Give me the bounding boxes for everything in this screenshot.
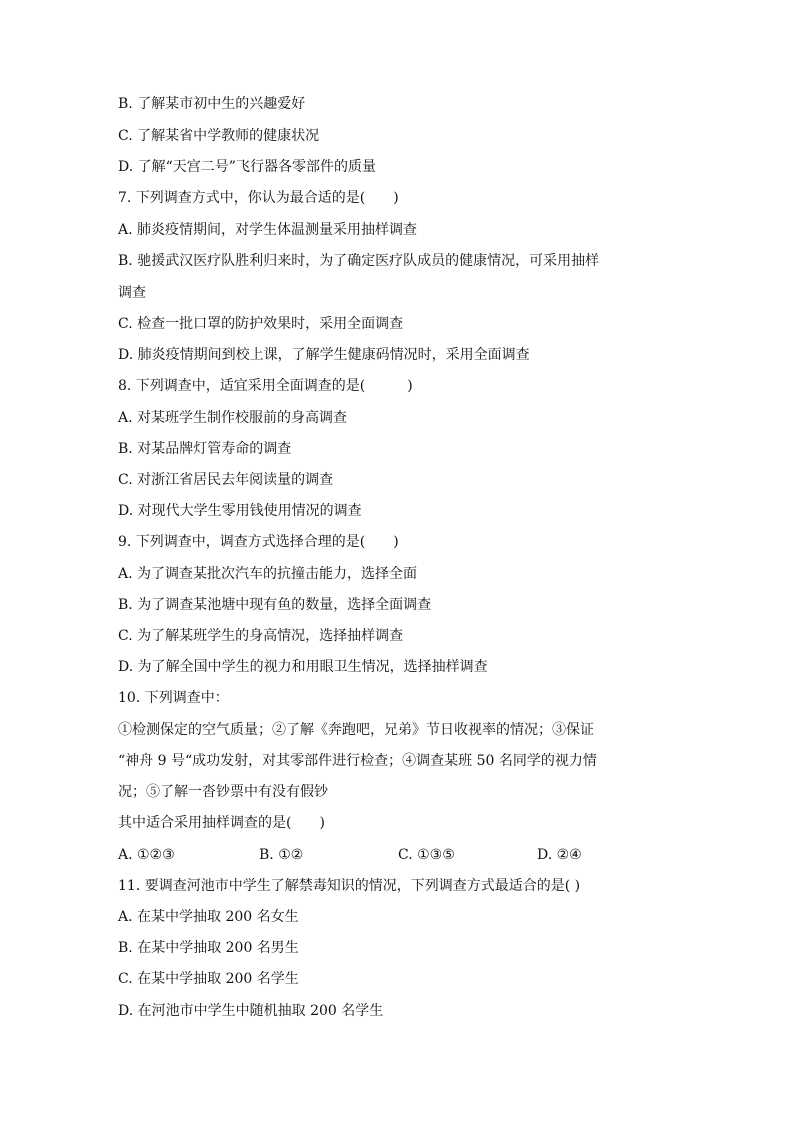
q7-stem: 7. 下列调查方式中，你认为最合适的是( ) <box>118 190 399 206</box>
q9-option-c: C. 为了解某班学生的身高情况，选择抽样调查 <box>118 628 404 644</box>
q8-option-d: D. 对现代大学生零用钱使用情况的调查 <box>118 503 362 519</box>
q10-option-b: B. ①② <box>259 847 304 863</box>
q6-option-d: D. 了解“天宫二号”飞行器各零部件的质量 <box>118 159 376 175</box>
q10-item-line-3: 况；⑤了解一沓钞票中有没有假钞 <box>118 784 328 800</box>
q8-option-c: C. 对浙江省居民去年阅读量的调查 <box>118 472 334 488</box>
q7-option-c: C. 检查一批口罩的防护效果时，采用全面调查 <box>118 316 404 332</box>
q11-option-a: A. 在某中学抽取 200 名女生 <box>118 909 299 925</box>
q11-stem: 11. 要调查河池市中学生了解禁毒知识的情况，下列调查方式最适合的是( ) <box>118 878 581 894</box>
q7-option-d: D. 肺炎疫情期间到校上课，了解学生健康码情况时，采用全面调查 <box>118 347 530 363</box>
q10-item-line-1: ①检测保定的空气质量；②了解《奔跑吧，兄弟》节日收视率的情况；③保证 <box>118 722 594 738</box>
q6-option-b: B. 了解某市初中生的兴趣爱好 <box>118 96 306 112</box>
q10-option-a: A. ①②③ <box>118 847 175 863</box>
q10-option-c: C. ①③⑤ <box>398 847 455 863</box>
q11-option-c: C. 在某中学抽取 200 名学生 <box>118 971 299 987</box>
q9-option-a: A. 为了调查某批次汽车的抗撞击能力，选择全面 <box>118 566 418 582</box>
q8-option-b: B. 对某品牌灯管寿命的调查 <box>118 441 292 457</box>
q9-stem: 9. 下列调查中，调查方式选择合理的是( ) <box>118 534 399 550</box>
q11-option-d: D. 在河池市中学生中随机抽取 200 名学生 <box>118 1003 384 1019</box>
q9-option-b: B. 为了调查某池塘中现有鱼的数量，选择全面调查 <box>118 597 432 613</box>
q8-option-a: A. 对某班学生制作校服前的身高调查 <box>118 410 348 426</box>
q11-option-b: B. 在某中学抽取 200 名男生 <box>118 940 299 956</box>
q10-option-d: D. ②④ <box>537 847 582 863</box>
q7-option-b-cont: 调查 <box>118 285 146 301</box>
q8-stem: 8. 下列调查中，适宜采用全面调查的是( ) <box>118 378 413 394</box>
q7-option-b: B. 驰援武汉医疗队胜利归来时，为了确定医疗队成员的健康情况，可采用抽样 <box>118 253 600 269</box>
q7-option-a: A. 肺炎疫情期间，对学生体温测量采用抽样调查 <box>118 222 418 238</box>
q10-stem: 10. 下列调查中： <box>118 690 229 706</box>
q6-option-c: C. 了解某省中学教师的健康状况 <box>118 128 320 144</box>
q10-question: 其中适合采用抽样调查的是( ) <box>118 815 325 831</box>
q9-option-d: D. 为了解全国中学生的视力和用眼卫生情况，选择抽样调查 <box>118 659 488 675</box>
q10-item-line-2: “神舟 9 号“成功发射，对其零部件进行检查；④调查某班 50 名同学的视力情 <box>118 753 597 769</box>
